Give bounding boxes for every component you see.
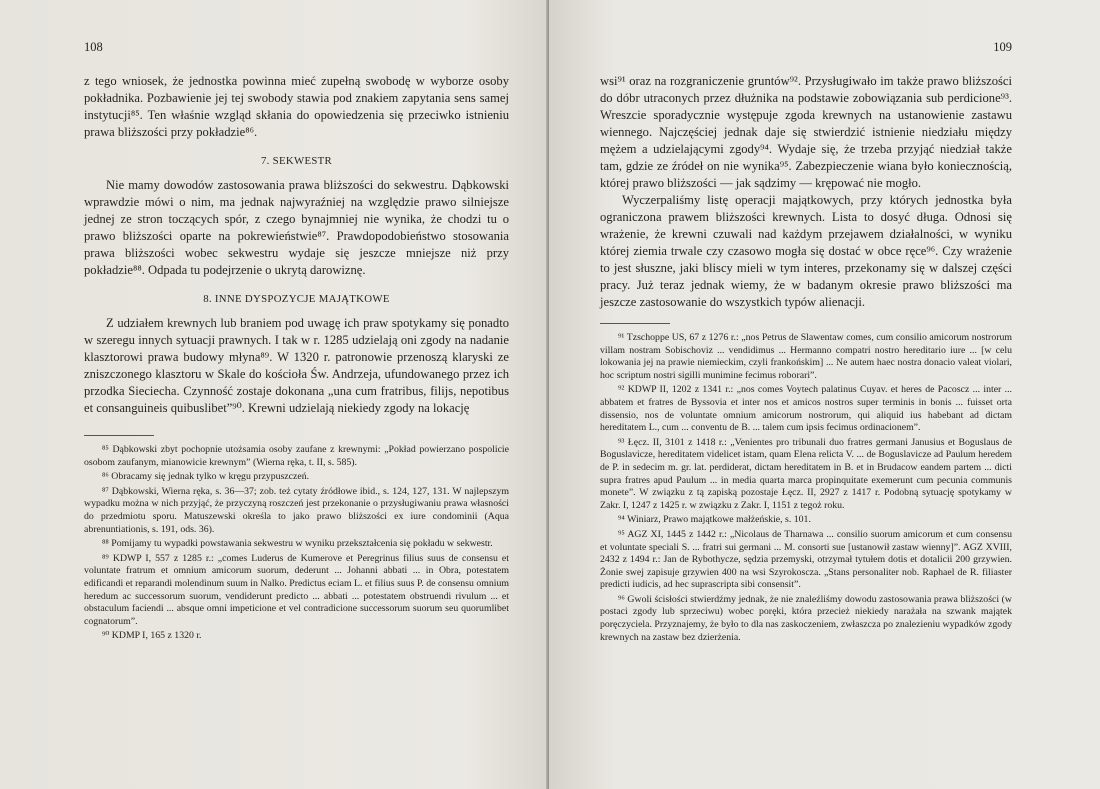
footnote-87: ⁸⁷ Dąbkowski, Wierna ręka, s. 36—37; zob. też cytaty źródłowe ibid., s. 124, 127, 131. W najlepszym wypadku można w nich przyjąć, że przyczyną roszczeń jest przekonanie o przysługiwaniu prawa własności do przedmiotu sporu. Matuszewski określa to jako prawo bliższości ex iure condominii (Aqua abrenuntiationis, s. 191, ods. 36).	[84, 485, 509, 535]
right-page-number: 109	[993, 40, 1012, 54]
footnote-96: ⁹⁶ Gwoli ścisłości stwierdźmy jednak, że nie znaleźliśmy dowodu zastosowania prawa bliższości (w postaci zgody lub sprzeciwu) wobec poręki, która przecież niekiedy narażała na szwank majątek poręczyciela. Przyznajemy, że było to dla nas zaskoczeniem, zwłaszcza po znalezieniu wypadków zgody krewnych na zastaw bez dzierżenia.	[600, 593, 1012, 643]
left-page	[0, 0, 549, 789]
footnote-85: ⁸⁵ Dąbkowski zbyt pochopnie utożsamia osoby zaufane z krewnymi: „Pokład powierzano pospolicie osobom zaufanym, mianowicie krewnym” (Wierna ręka, t. II, s. 585).	[84, 444, 509, 468]
intro-paragraph: z tego wniosek, że jednostka powinna mieć zupełną swobodę w wyborze osoby pokładnika. Pozbawienie jej tej swobody stawia pod znakiem zapytania sens samej instytucji⁸⁵. Ten właśnie wzgląd skłania do opowiedzenia się przeciwko istnieniu prawa bliższości przy pokładzie⁸⁶.	[84, 74, 509, 139]
footnote-94: ⁹⁴ Winiarz, Prawo majątkowe małżeńskie, s. 101.	[618, 514, 811, 526]
footnote-95: ⁹⁵ AGZ XI, 1445 z 1442 r.: „Nicolaus de Tharnawa ... consilio suorum amicorum et cum consensu et voluntate speciali S. ... fratri sui germani ... M. consorti sue [ustanowił zastaw wienny]”. AGZ XVIII, 2432 z 1494 r.: Jan de Rybothycze, sędzia przemyski, otrzymał tytułem dotis et dotalicii 200 grzywien. Żonie swej zapisuje grzywien 400 na wsi Szyrokoscza. „Stans personaliter nob. Raphael de R. filiaster predicti iudicis, ad hec suprascripta sibi consensit”.	[600, 528, 1012, 591]
footnote-91: ⁹¹ Tzschoppe US, 67 z 1276 r.: „nos Petrus de Slawentaw comes, cum consilio amicorum nostrorum villam nostram Sobischoviz ... vendidimus ... Hermanno compatri nostro hereditario iure ... [w celu lokowania jej na prawie niemieckim, czyli frankońskim] ... Ne autem haec nostra donacio valeat violari, hoc scriptum nostri sigilli munimine fecimus roborari”.	[600, 332, 1012, 381]
right-footnotes	[600, 332, 1012, 644]
footnote-89: ⁸⁹ KDWP I, 557 z 1285 r.: „comes Luderus de Kumerove et Peregrinus filius suus de consensu et voluntate fratrum et omnium amicorum suorum, dederunt ... Johanni abbati ... in Obra, potestatem edificandi et reparandi molendinum suum in Nalko. Predictus eciam L. et filius suus P. de consensu omnium heredum ac successorum suorum, vendiderunt predicto ... abbati ... potestatem obstruendi rivulum ... et obstaculum faciendi ... absque omni impeticione et vel contradicione successorum suorum seu quorumlibet cognatorum”.	[84, 552, 509, 627]
section-7-title: 7. SEKWESTR	[260, 155, 333, 167]
section-8-title: 8. INNE DYSPOZYCJE MAJĄTKOWE	[203, 293, 390, 305]
footnote-92: ⁹² KDWP II, 1202 z 1341 r.: „nos comes Voytech palatinus Cuyav. et heres de Pacoscz ... inter ... abbatem et fratres de Byssovia et inter nos et amicos nostros super terminis in bonis ... fuisset orta dissensio, nos de voluntate omnium amicorum nostrorum, qui aliquid ius habebant ad dictam hereditatem L., cum ... conventu de B. ... talem cum ipsis fecimus ordinacionem”.	[600, 384, 1012, 434]
right-body	[600, 73, 1012, 311]
section-7-paragraph: Nie mamy dowodów zastosowania prawa bliższości do sekwestru. Dąbkowski wprawdzie mówi o nim, ma jednak najwyraźniej na względzie prawo silniejsze jednej ze stron toczących spór, z czego bynajmniej nie wynika, że chodzi tu o prawo bliższości oparte na pokrewieństwie⁸⁷. Prawdopodobieństwo stosowania prawa bliższości wobec sekwestru wydaje się jeszcze mniejsze niż przy pokładzie⁸⁸. Odpada tu podejrzenie o ukrytą darowiznę.	[84, 178, 509, 277]
right-footnote-rule	[600, 323, 670, 324]
right-paragraph-2: Wyczerpaliśmy listę operacji majątkowych, przy których jednostka była ograniczona prawem bliższości krewnych. Lista to dosyć długa. Odnosi się wrażenie, że krewni czuwali nad każdym przejawem działalności, w wyniku której ziemia trwale czy czasowo mogła się dostać w obce ręce⁹⁶. Czy wrażenie to jest słuszne, jaki bliscy mieli w tym interes, przekonamy się w dalszej części pracy. Już teraz jednak wiemy, że w badanym okresie prawo bliższości ma jeszcze zastosowanie do wszystkich typów alienacji.	[600, 193, 1012, 309]
left-footnotes	[84, 444, 509, 643]
footnote-90: ⁹⁰ KDMP I, 165 z 1320 r.	[102, 630, 202, 642]
footnote-86: ⁸⁶ Obracamy się jednak tylko w kręgu przypuszczeń.	[102, 471, 310, 483]
section-8-paragraph: Z udziałem krewnych lub braniem pod uwagę ich praw spotykamy się ponadto w szeregu innych sytuacji prawnych. I tak w r. 1285 udzielają oni zgody na nadanie klasztorowi prawa budowy młyna⁸⁹. W 1320 r. patronowie przenoszą klaryski ze zniszczonego klasztoru w Skale do kościoła Św. Andrzeja, ufundowanego przez ich przodka Sieciecha. Czynność zostaje dokonana „una cum fratribus, filijs, nepotibus et consanguineis quibuslibet”⁹⁰. Krewni udzielają niekiedy zgody na lokację	[84, 316, 509, 415]
left-page-number: 108	[84, 40, 103, 54]
left-footnote-rule	[84, 435, 154, 436]
footnote-93: ⁹³ Łęcz. II, 3101 z 1418 r.: „Venientes pro tribunali duo fratres germani Janusius et Boguslaus de Boguslavicze, hereditatem videlicet istam, quam Elena relicta V. ... de Boguslavicze ad Paulum heredem de P. in sedecim m. gr. lat. perdiderat, dictam hereditatem in B. et in Brudacow eandem partem ... dicti supra fratres apud Paulum ... in media quarta marca propinquitate exemerunt cum pecunia communis monete”. W związku z tą zapiską pozostaje Łęcz. II, 2927 z 1417 r. Podobną sytuację spotykamy w Zakr. I, 1247 z 1425 r. w związku z Zakr. I, 1151 z tegoż roku.	[600, 436, 1012, 511]
footnote-88: ⁸⁸ Pomijamy tu wypadki powstawania sekwestru w wyniku przekształcenia się pokładu w sekwestr.	[102, 538, 493, 550]
right-paragraph-1: wsi⁹¹ oraz na rozgraniczenie gruntów⁹². Przysługiwało im także prawo bliższości do dóbr utraconych przez dłużnika na podstawie zobowiązania sub perdicione⁹³. Wreszcie sporadycznie występuje zgoda krewnych na ustanowienie zastawu wiennego. Najczęściej jednak daje się stwierdzić istnienie niedziału między mężem a udzielającymi zgody⁹⁴. Wydaje się, że trzeba przyjąć niedział także tam, gdzie ze źródeł on nie wynika⁹⁵. Zabezpieczenie wiana było koniecznością, której prawo bliższości — jak sądzimy — krępować nie mogło.	[600, 74, 1012, 190]
left-body	[84, 73, 509, 417]
right-page	[549, 0, 1100, 789]
